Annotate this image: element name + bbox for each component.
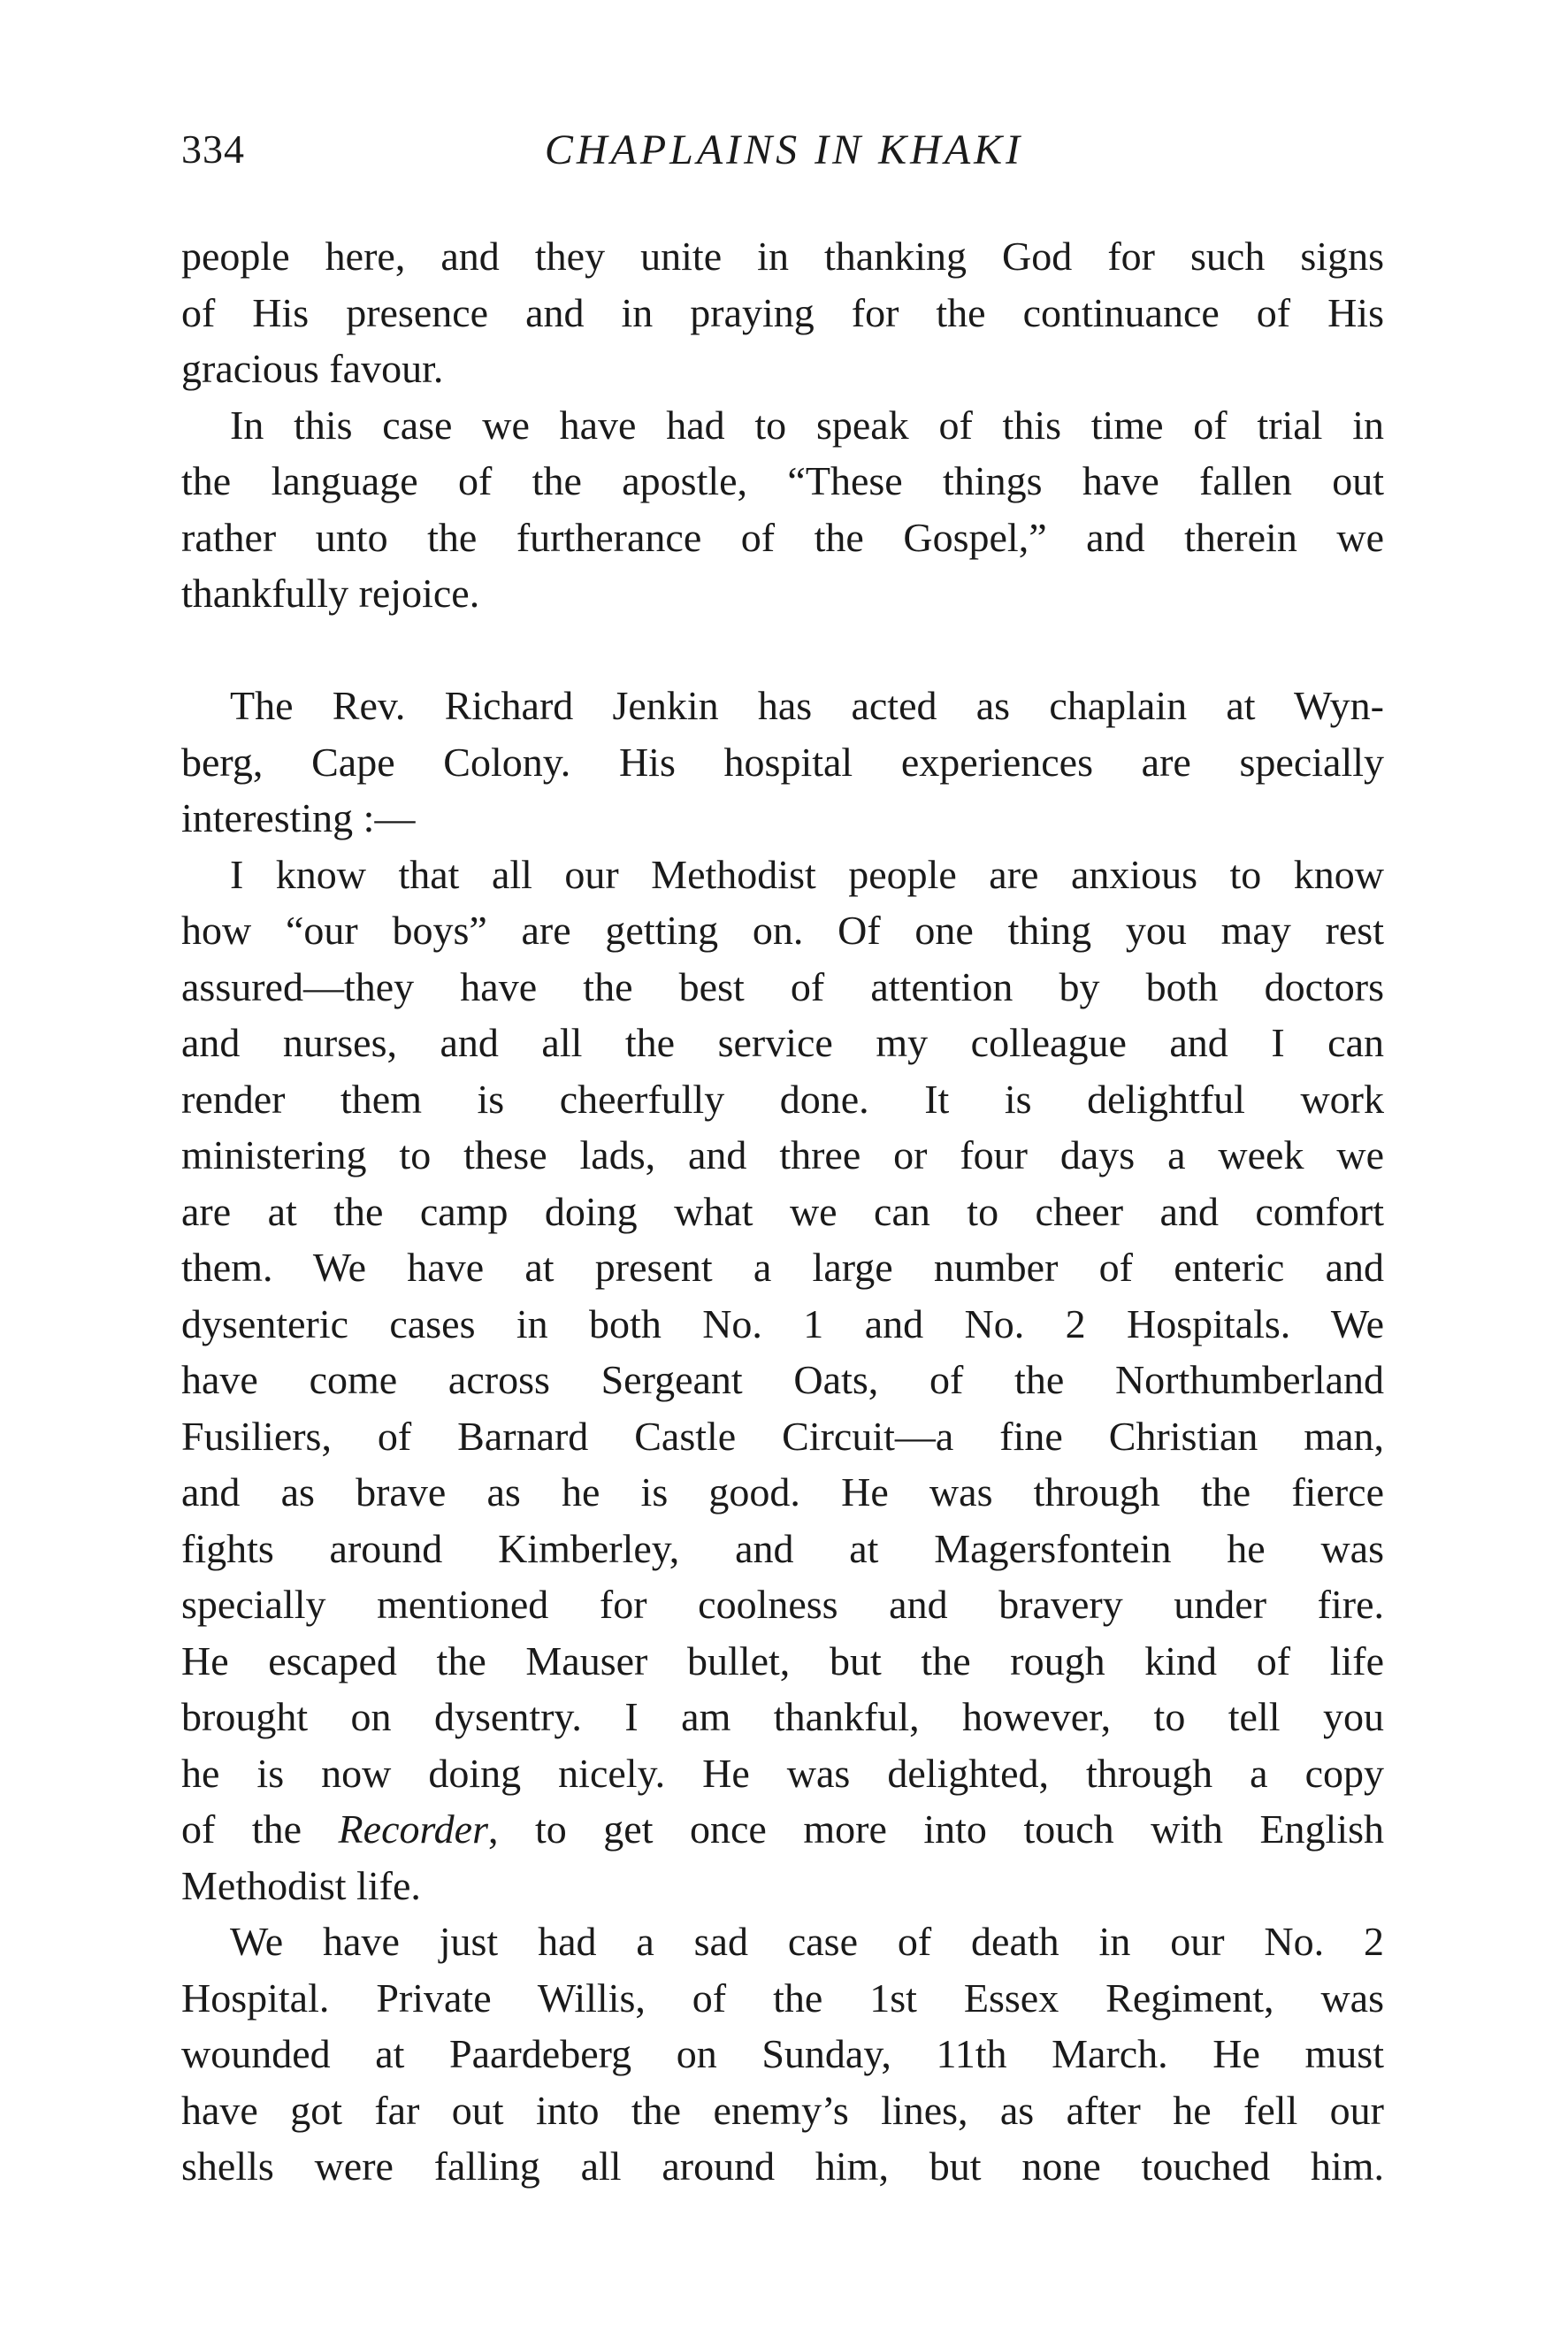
body-text	[181, 228, 1384, 2195]
text-line: them. We have at present a large number of enteric and	[181, 1245, 1384, 1290]
text-line: We have just had a sad case of death in our No. 2	[230, 1919, 1384, 1964]
paragraph-3	[181, 678, 1384, 847]
text-line: have come across Sergeant Oats, of the Northumberland	[181, 1357, 1384, 1402]
text-line: interesting :—	[181, 795, 416, 840]
text-line-with-italic	[181, 1801, 1384, 1858]
text-line: The Rev. Richard Jenkin has acted as chaplain at Wyn-	[230, 683, 1384, 728]
text-line: ministering to these lads, and three or four days a week we	[181, 1132, 1384, 1177]
text-line: people here, and they unite in thanking God for such signs	[181, 234, 1384, 279]
text-line: dysenteric cases in both No. 1 and No. 2 Hospitals. We	[181, 1300, 1384, 1346]
text-line: wounded at Paardeberg on Sunday, 11th March. He must	[181, 2031, 1384, 2076]
text-line: Hospital. Private Willis, of the 1st Essex Regiment, was	[181, 1975, 1384, 2021]
text-line: the language of the apostle, “These things have fallen out	[181, 458, 1384, 503]
text-line: gracious favour.	[181, 346, 444, 391]
paragraph-5	[181, 1913, 1384, 2195]
text-line: specially mentioned for coolness and bravery under fire.	[181, 1582, 1384, 1627]
text-line: are at the camp doing what we can to cheer and comfort	[181, 1188, 1384, 1234]
page-header	[181, 126, 1387, 188]
text-line: rather unto the furtherance of the Gospel,” and therein we	[181, 514, 1384, 560]
text-line: In this case we have had to speak of this time of trial in	[230, 402, 1384, 448]
publication-title: Recorder	[338, 1806, 488, 1852]
section-break	[181, 622, 1384, 679]
text-line: shells were falling all around him, but none touched him.	[181, 2143, 1384, 2189]
paragraph-4	[181, 847, 1384, 1914]
text-line: brought on dysentry. I am thankful, however, to tell you	[181, 1694, 1384, 1739]
text-line: of His presence and in praying for the continuance of His	[181, 289, 1384, 335]
text-line: berg, Cape Colony. His hospital experiences are specially	[181, 739, 1384, 785]
paragraph-2	[181, 397, 1384, 622]
text-line: how “our boys” are getting on. Of one thing you may rest	[181, 908, 1384, 953]
page-number: 334	[181, 127, 245, 172]
running-head: CHAPLAINS IN KHAKI	[544, 127, 1024, 173]
text-line: I know that all our Methodist people are anxious to know	[230, 851, 1384, 897]
text-line: thankfully rejoice.	[181, 571, 480, 616]
text-line: render them is cheerfully done. It is delightful work	[181, 1076, 1384, 1122]
text-line: and as brave as he is good. He was through the fierce	[181, 1469, 1384, 1515]
text-segment: of the	[181, 1806, 339, 1852]
text-line: He escaped the Mauser bullet, but the rough kind of life	[181, 1637, 1384, 1683]
text-line: he is now doing nicely. He was delighted, through a copy	[181, 1750, 1384, 1796]
text-line: fights around Kimberley, and at Magersfontein he was	[181, 1525, 1384, 1571]
text-line: and nurses, and all the service my colleague and I can	[181, 1020, 1384, 1065]
text-line: Methodist life.	[181, 1862, 421, 1908]
text-segment: , to get once more into touch with English	[488, 1806, 1385, 1852]
text-line: Fusiliers, of Barnard Castle Circuit—a fine Christian man,	[181, 1413, 1384, 1459]
text-line: have got far out into the enemy’s lines, as after he fell our	[181, 2087, 1384, 2133]
paragraph-1	[181, 228, 1384, 397]
text-line: assured—they have the best of attention by both doctors	[181, 963, 1384, 1009]
